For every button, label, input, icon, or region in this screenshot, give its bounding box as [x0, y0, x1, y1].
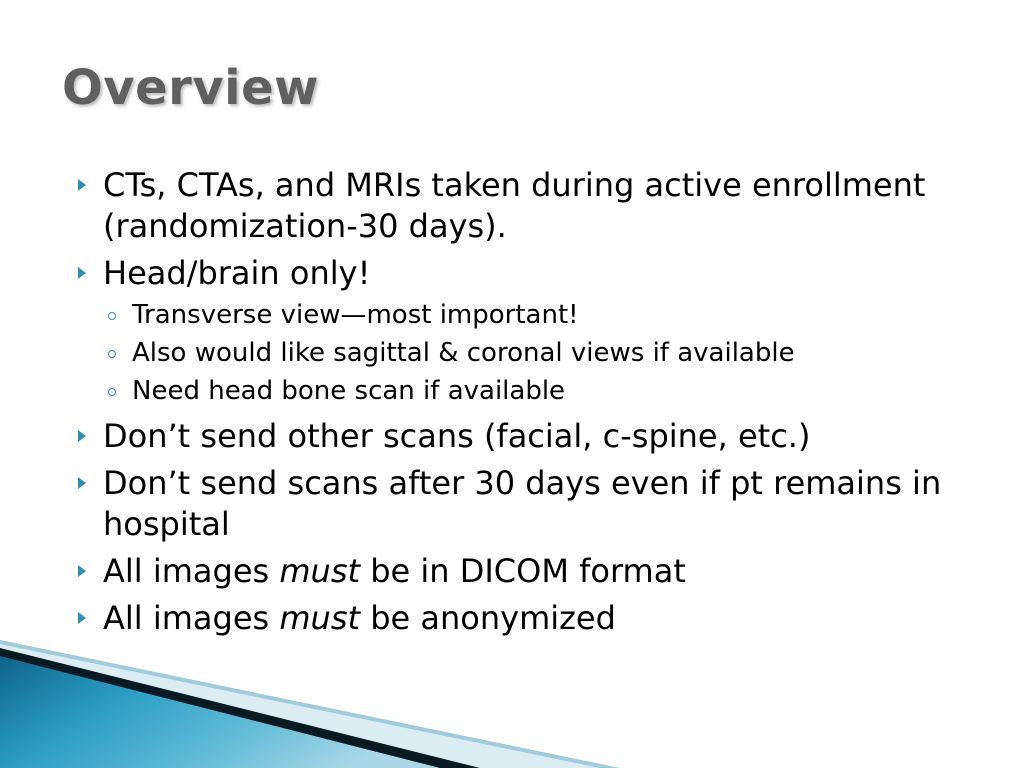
bullet-arrow-icon — [78, 565, 86, 577]
bullet-item-4 — [72, 463, 992, 545]
bullet-arrow-icon — [78, 179, 86, 191]
bullet-item-2 — [72, 253, 992, 410]
bullet-arrow-icon — [78, 477, 86, 489]
bullet-arrow-icon — [78, 612, 86, 624]
bullet-text-before: All images — [103, 552, 280, 590]
bullet-item-5 — [72, 551, 992, 592]
bullet-text: Don’t send scans after 30 days even if pt remains in hospital — [103, 464, 942, 543]
sub-bullet-item-2 — [102, 334, 992, 372]
bullet-emphasis: must — [279, 552, 361, 590]
bullet-arrow-icon — [78, 267, 86, 279]
bullet-item-1 — [72, 165, 992, 247]
bullet-text-before: All images — [103, 599, 280, 637]
sub-bullet-text: Transverse view—most important! — [132, 300, 579, 330]
bullet-text: Don’t send other scans (facial, c-spine, etc.) — [103, 417, 811, 455]
bullet-list — [72, 165, 992, 645]
bullet-item-6 — [72, 598, 992, 639]
sub-bullet-item-3 — [102, 372, 992, 410]
slide-title: Overview — [62, 60, 319, 116]
bullet-emphasis: must — [279, 599, 361, 637]
bullet-item-3 — [72, 416, 992, 457]
sub-bullet-text: Need head bone scan if available — [132, 376, 566, 406]
bullet-arrow-icon — [78, 430, 86, 442]
bullet-text-after: be anonymized — [360, 599, 616, 637]
bullet-text-after: be in DICOM format — [360, 552, 686, 590]
bullet-text: Head/brain only! — [103, 254, 371, 292]
ring-bullet-icon — [108, 312, 116, 320]
sub-bullet-list — [102, 296, 992, 410]
bullet-text: CTs, CTAs, and MRIs taken during active enrollment (randomization-30 days). — [103, 166, 926, 245]
ring-bullet-icon — [108, 388, 116, 396]
sub-bullet-item-1 — [102, 296, 992, 334]
ring-bullet-icon — [108, 350, 116, 358]
sub-bullet-text: Also would like sagittal & coronal views if available — [132, 338, 795, 368]
